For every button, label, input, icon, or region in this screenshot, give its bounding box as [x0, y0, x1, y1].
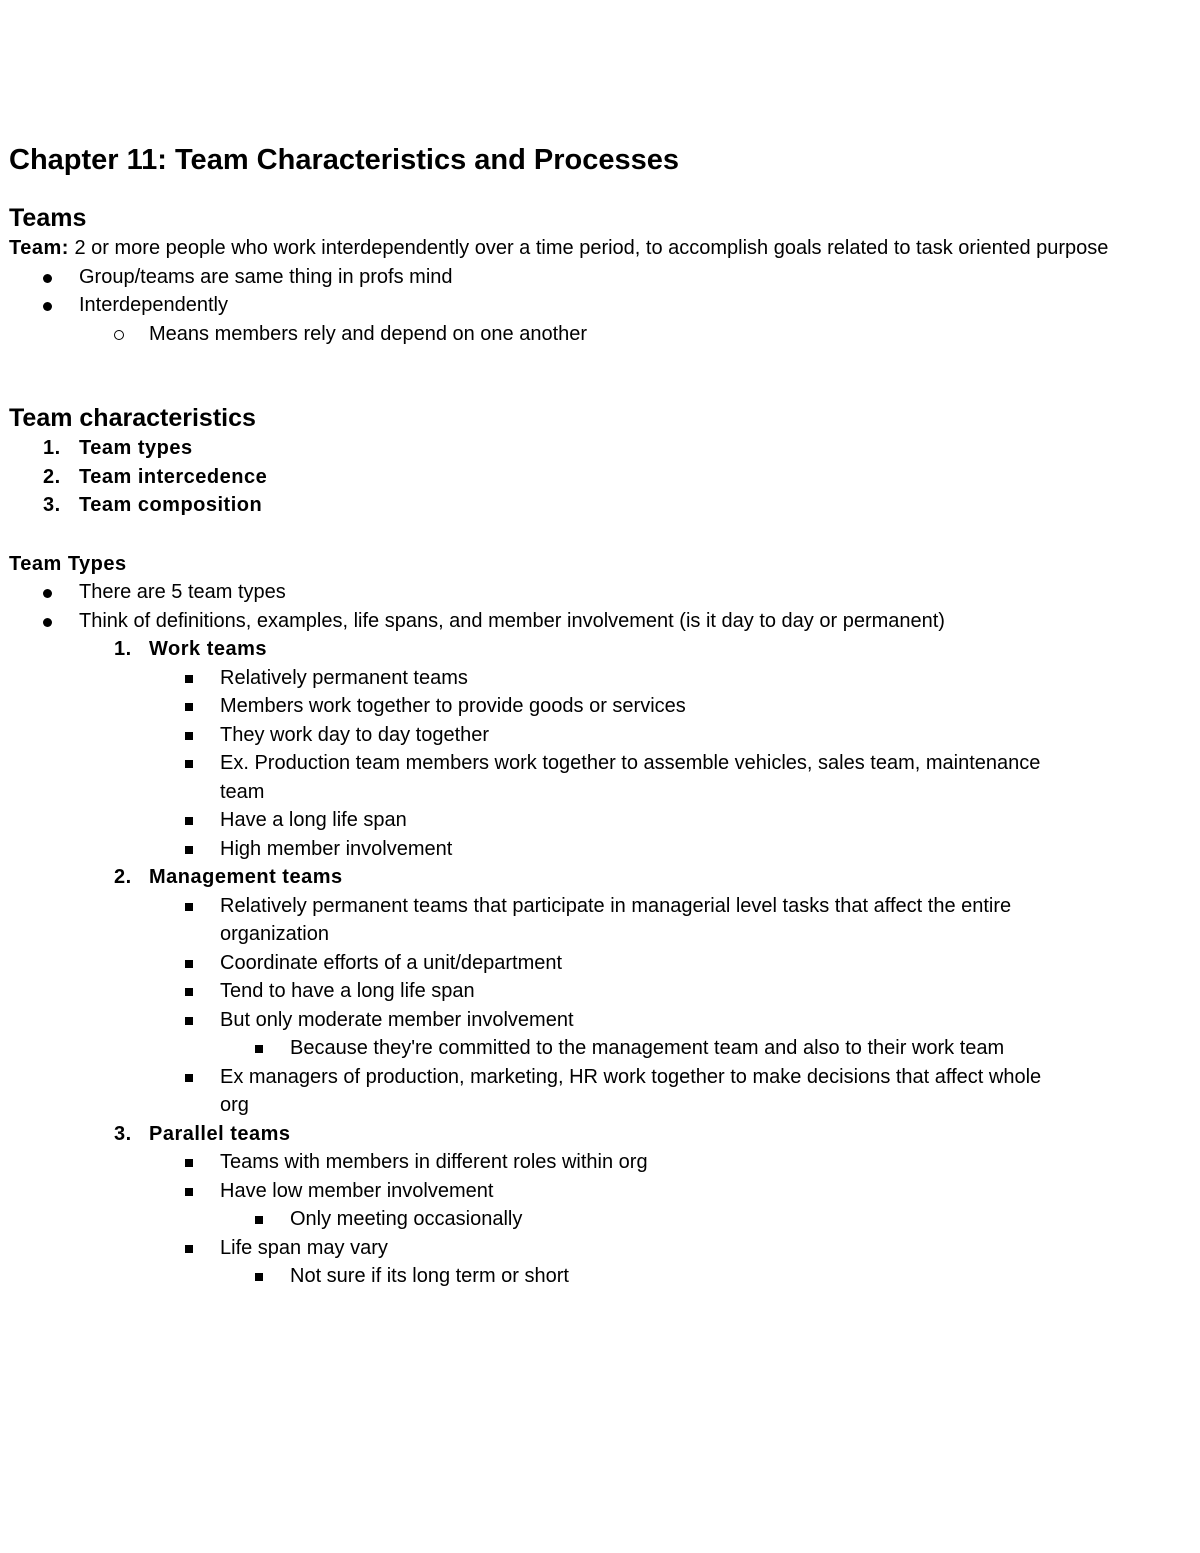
square-bullet-icon: [185, 817, 193, 825]
numbered-item: [9, 434, 1159, 463]
square-bullet-icon: [185, 732, 193, 740]
list-item-text: Teams with members in different roles within org: [220, 1151, 648, 1173]
list-item: [9, 1234, 1060, 1263]
list-item-text: Because they're committed to the management team and also to their work team: [290, 1037, 1005, 1059]
list-item: [9, 835, 1060, 864]
square-bullet-icon: [185, 760, 193, 768]
list-item-text: Means members rely and depend on one another: [149, 322, 588, 345]
list-item: [9, 949, 1060, 978]
square-bullet-icon: [255, 1216, 263, 1224]
square-bullet-icon: [185, 1017, 193, 1025]
square-bullet-icon: [185, 960, 193, 968]
list-item-text: Team composition: [79, 494, 263, 516]
list-item-text: Have low member involvement: [220, 1179, 494, 1202]
square-bullet-icon: [185, 1188, 193, 1196]
square-bullet-icon: [185, 903, 193, 911]
bullet-icon: [43, 589, 52, 598]
list-item: [9, 664, 1060, 693]
square-bullet-icon: [255, 1045, 263, 1053]
list-item-text: There are 5 team types: [79, 581, 286, 603]
document-page: [9, 140, 1159, 1291]
square-bullet-icon: [255, 1273, 263, 1281]
numbered-item: [9, 491, 1159, 520]
teams-heading: Teams: [9, 204, 87, 232]
list-item: [9, 1063, 1060, 1120]
list-item-text: Only meeting occasionally: [290, 1208, 523, 1230]
list-item-text: Relatively permanent teams that participate in managerial level tasks that affect the entire organization: [220, 894, 1012, 945]
list-item: [9, 291, 1159, 320]
list-item-text: Think of definitions, examples, life spans, and member involvement (is it day to day or permanent): [79, 609, 945, 632]
list-item-text: Team intercedence: [79, 465, 268, 488]
list-item: [9, 721, 1060, 750]
square-bullet-icon: [185, 1245, 193, 1253]
bullet-icon: [43, 302, 52, 311]
list-item: [9, 692, 1060, 721]
square-bullet-icon: [185, 675, 193, 683]
list-item: [9, 892, 1060, 949]
bullet-icon: [43, 618, 52, 627]
list-item: [9, 263, 1159, 292]
numbered-item-management-teams: [9, 863, 1159, 892]
numbered-item-work-teams: [9, 635, 1159, 664]
list-item: [9, 1205, 1050, 1234]
list-item-text: Work teams: [149, 638, 268, 660]
item-number: 2.: [114, 866, 132, 888]
list-item-text: Not sure if its long term or short: [290, 1265, 569, 1287]
list-item: [9, 1006, 1060, 1035]
list-item: [9, 320, 1159, 349]
list-item: [9, 1148, 1060, 1177]
list-item: [9, 1177, 1060, 1206]
team-definition-label: Team:: [9, 237, 69, 259]
list-item: [9, 1262, 1050, 1291]
item-number: 2.: [43, 465, 61, 488]
list-item-text: Ex. Production team members work together to assemble vehicles, sales team, maintenance team: [220, 752, 1041, 803]
list-item-text: But only moderate member involvement: [220, 1008, 574, 1031]
item-number: 1.: [114, 638, 132, 660]
list-item: [9, 607, 1159, 636]
page-title: Chapter 11: Team Characteristics and Processes: [9, 144, 680, 176]
item-number: 3.: [43, 494, 61, 516]
square-bullet-icon: [185, 703, 193, 711]
item-number: 3.: [114, 1122, 132, 1145]
list-item-text: Life span may vary: [220, 1236, 388, 1259]
list-item: [9, 749, 1060, 806]
numbered-item: [9, 463, 1159, 492]
square-bullet-icon: [185, 846, 193, 854]
list-item-text: Group/teams are same thing in profs mind: [79, 265, 453, 288]
square-bullet-icon: [185, 1074, 193, 1082]
team-types-heading: Team Types: [9, 552, 127, 575]
team-characteristics-heading: Team characteristics: [9, 404, 256, 432]
square-bullet-icon: [185, 988, 193, 996]
list-item-text: Tend to have a long life span: [220, 980, 475, 1002]
list-item-text: High member involvement: [220, 837, 453, 860]
list-item: [9, 806, 1060, 835]
square-bullet-icon: [185, 1159, 193, 1167]
numbered-item-parallel-teams: [9, 1120, 1159, 1149]
team-definition-text: 2 or more people who work interdependently over a time period, to accomplish goals related to task oriented purpose: [68, 237, 1109, 259]
list-item-text: Relatively permanent teams: [220, 666, 468, 689]
list-item-text: Ex managers of production, marketing, HR work together to make decisions that affect whole org: [220, 1065, 1042, 1116]
list-item-text: They work day to day together: [220, 723, 490, 746]
list-item-text: Interdependently: [79, 294, 229, 316]
list-item: [9, 1034, 1050, 1063]
item-number: 1.: [43, 437, 61, 459]
list-item-text: Management teams: [149, 866, 343, 888]
team-definition: [9, 234, 1159, 263]
list-item-text: Have a long life span: [220, 809, 407, 831]
list-item-text: Parallel teams: [149, 1122, 291, 1145]
list-item-text: Coordinate efforts of a unit/department: [220, 951, 563, 974]
bullet-icon: [43, 274, 52, 283]
list-item: [9, 977, 1060, 1006]
hollow-bullet-icon: [114, 330, 124, 340]
list-item: [9, 578, 1159, 607]
list-item-text: Members work together to provide goods or services: [220, 695, 686, 717]
list-item-text: Team types: [79, 437, 193, 459]
